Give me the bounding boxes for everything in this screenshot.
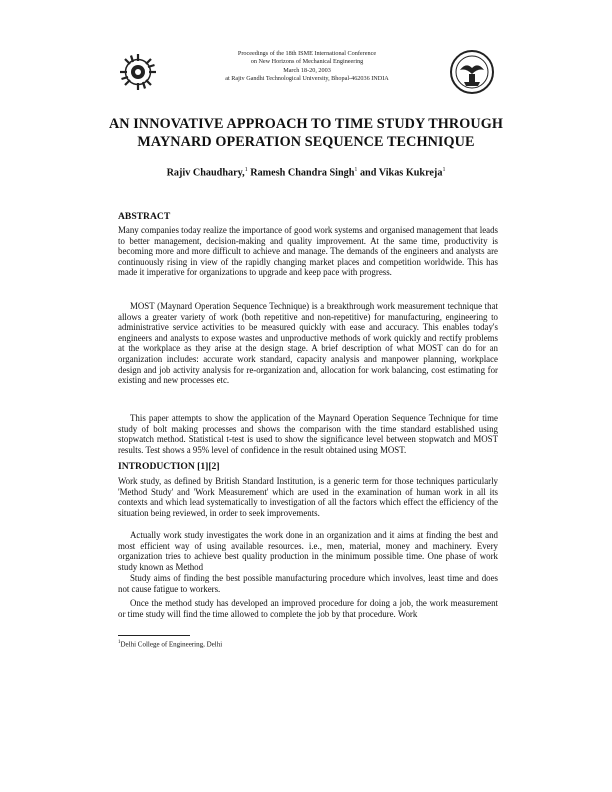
header-line-4: at Rajiv Gandhi Technological University, Bhopal-462036 INDIA <box>225 75 389 83</box>
abstract-paragraph-2: MOST (Maynard Operation Sequence Technique) is a breakthrough work measurement technique that allows a greater variety of work (both repetitive and non-repetitive) for manufacturing, engineering to administrative service activities to be measured quickly with ease and accuracy. This enables today's engineers and analysts to expose wastes and unproductive methods of work quickly and rectify problems at the workplace as they arise at the design stage. A brief description of what MOST can do for an organization includes: accurate work standard, capacity analysis and manpower planning, workplace design and job activity analysis for re-organization and, allocation for work balancing, cost estimating for existing and new processes etc. <box>118 301 498 386</box>
abstract-paragraph-3: This paper attempts to show the application of the Maynard Operation Sequence Technique for time study of bolt making processes and shows the comparison with the time standard established using stopwatch method. Statistical t-test is used to show the significance level between stopwatch and MOST results. Test shows a 95% level of confidence in the result obtained using MOST. <box>118 413 498 455</box>
paper-title-line-1: AN INNOVATIVE APPROACH TO TIME STUDY THROUGH <box>108 116 504 132</box>
introduction-paragraph-3: Study aims of finding the best possible manufacturing procedure which involves, least time and does not cause fatigue to workers. <box>118 573 498 594</box>
footnote-text: Delhi College of Engineering, Delhi <box>120 640 223 649</box>
header-line-1: Proceedings of the 18th ISME International Conference <box>237 50 377 57</box>
footnote-divider <box>118 635 190 636</box>
footnote-mark: 1 <box>118 640 121 645</box>
abstract-paragraph-1: Many companies today realize the importance of good work systems and organised management that leads to better management, decision-making and quality improvement. At the same time, productivity is becoming more and more difficult to achieve and manage. The demands of the engineers and analysts are continuously rising in view of the rapidly changing market places and competition worldwide. This has made it imperative for organizations to upgrade and keep pace with progress. <box>118 225 498 278</box>
author-1: Rajiv Chaudhary, <box>166 167 245 179</box>
header-line-3: March 18-20, 2003 <box>283 66 331 74</box>
author-list <box>60 167 552 178</box>
footnote <box>118 640 222 648</box>
header-line-2: on New Horizons of Mechanical Engineering <box>250 58 364 66</box>
conference-logo-icon <box>118 52 158 92</box>
paper-title-line-2: MAYNARD OPERATION SEQUENCE TECHNIQUE <box>137 134 475 150</box>
author-2: Ramesh Chandra Singh <box>247 167 355 179</box>
affiliation-mark-2: 1 <box>354 167 358 173</box>
introduction-heading: INTRODUCTION [1][2] <box>118 461 220 472</box>
affiliation-mark-1: 1 <box>244 167 248 173</box>
introduction-paragraph-4: Once the method study has developed an improved procedure for doing a job, the work measurement or time study will find the time allowed to complete the job by that procedure. Work <box>118 598 498 619</box>
introduction-paragraph-1: Work study, as defined by British Standard Institution, is a generic term for those techniques particularly 'Method Study' and 'Work Measurement' which are used in the examination of human work in all its contexts and which lead systematically to investigation of all the factors which effect the efficiency of the situation being reviewed, in order to seek improvements. <box>118 476 498 518</box>
introduction-paragraph-2: Actually work study investigates the work done in an organization and it aims at finding the best and most efficient way of using available resources. i.e., men, material, money and machinery. Every organization tries to achieve best quality production in the minimum possible time. One phase of work study known as Method <box>118 530 498 572</box>
abstract-heading: ABSTRACT <box>118 211 171 222</box>
university-emblem-icon <box>448 48 496 96</box>
affiliation-mark-3: 1 <box>442 167 446 173</box>
conference-header <box>118 48 496 100</box>
conference-details <box>172 50 442 84</box>
author-3: and Vikas Kukreja <box>357 167 443 179</box>
